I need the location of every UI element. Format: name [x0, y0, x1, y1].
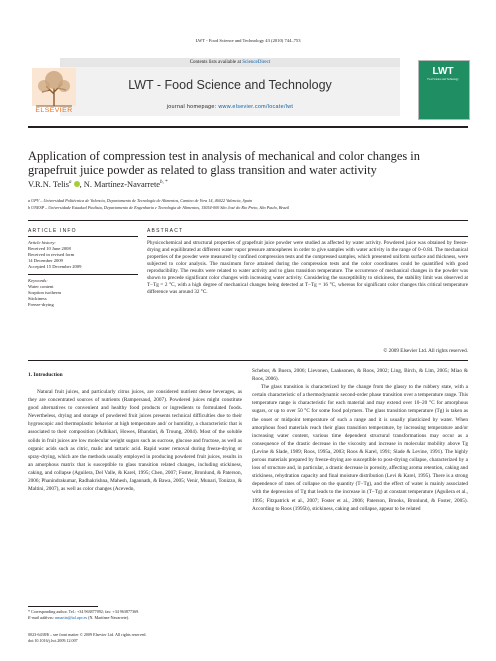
affil-rule [28, 220, 468, 221]
doi-line[interactable]: doi:10.1016/j.lwt.2009.12.007 [28, 638, 78, 643]
author-2-affil-mark: b, * [160, 180, 168, 186]
keyword-item[interactable]: Water content [28, 284, 54, 290]
publisher-name: ELSEVIER [35, 107, 73, 114]
author-list [28, 180, 168, 189]
accepted-date: Accepted 15 December 2009 [28, 264, 82, 270]
abstract-copyright: © 2009 Elsevier Ltd. All rights reserved. [383, 348, 468, 354]
contents-bar [60, 58, 400, 67]
cover-title: LWT [432, 66, 454, 77]
email-link[interactable]: nmartin@tal.upv.es [55, 614, 88, 620]
keyword-item[interactable]: Sorption isotherm [28, 290, 62, 296]
abstract-label: ABSTRACT [147, 228, 184, 234]
keyword-item[interactable]: Freeze-drying [28, 302, 54, 308]
journal-homepage [110, 104, 350, 110]
abstract-rule [147, 236, 468, 237]
affiliation-a: a UPV – Universidad Politécnica de Valencia, Departamento de Tecnología de Alimentos, Camino de Vera 14, 46022 Valencia, Spain [28, 198, 253, 203]
article-info-rule [28, 236, 138, 237]
abstract-end-rule [28, 360, 468, 361]
header-rule [28, 126, 468, 128]
author-1-affil-mark: a [68, 180, 72, 186]
article-title: Application of compression test in analysis of mechanical and color changes in grapefruit juice powder as related to glass transition and water activity [28, 149, 420, 177]
email-label: E-mail address: [28, 614, 56, 620]
footnote-corresponding [28, 609, 242, 621]
body-left-column [28, 388, 242, 493]
article-history [28, 240, 138, 270]
homepage-link[interactable]: www.elsevier.com/locate/lwt [218, 104, 294, 110]
footnote-rule [28, 606, 98, 607]
history-label: Article history: [28, 240, 56, 245]
keywords-rule [28, 274, 138, 275]
contents-prefix: Contents lists available at [189, 60, 243, 65]
revised-label: Received in revised form [28, 252, 75, 258]
keywords-label: Keywords: [28, 278, 48, 283]
revised-date: 14 December 2009 [28, 258, 63, 264]
author-2[interactable]: , N. Martínez-Navarrete [79, 180, 161, 189]
issn-line: 0023-6438/$ – see front matter © 2009 Elsevier Ltd. All rights reserved. [28, 632, 147, 637]
keyword-item[interactable]: Stickiness [28, 296, 47, 302]
journal-title: LWT - Food Science and Technology [128, 78, 332, 92]
intro-paragraph-1: Natural fruit juices, and particularly citrus juices, are considered nutrient dense beverages, as they are concentrated sources of nutrients (Rampersaud, 2007). Powdered juices might constitute good alternatives to convenient and healthy food products or ingredients to formulated foods. Nevertheless, drying and storage of powdered fruit juices presents technical difficulties due to their hygroscopic and thermoplastic behavior at high temperature and/ or humidity, a characteristic that is associated to their composition (Adhikari, Howes, Bhandari, & Troung, 2004). Most of the soluble solids in fruit juices are low molecular weight sugars such as sucrose, glucose and fructose, as well as organic acids such as citric, malic and tartaric acid. Rapid water removal during freeze-drying or spray-drying, which are the methods usually employed in producing powdered fruit juices, results in an amorphous matrix that is susceptible to glass transition related changes, including stickiness, caking, and collapse (Aguilera, Del Valle, & Karel, 1995; Chen, 2007; Foster, Bronlund, & Paterson, 2006; Phanindrakumar, Radhakrishna, Mahesh, Jagannath, & Bawa, 2005; Venir, Munari, Tonizzo, & Maltini, 2007), as well as color changes (Acevedo, [28, 389, 242, 493]
received-date: Received 10 June 2008 [28, 246, 71, 252]
corresponding-author-note: * Corresponding author. Tel.: +34 963877092; fax: +34 963877369. [28, 609, 140, 614]
right-paragraph-2: The glass transition is characterized by the change from the glassy to the rubbery state, with a certain characteristic of a thermodynamic second-order phase transition over a temperature range. This temperature range is characteristic for each material and may extend over 10–20 °C for amorphous sugars, or up to over 50 °C for some food polymers. The glass transition temperature (Tg) is taken as the onset or midpoint temperature of such a range and it is usually plasticized by water. When amorphous food materials reach their glass transition temperature, by increasing temperature and/or increasing water content, various time dependent structural transformations may occur as a consequence of the drastic decrease in the viscosity and increase in molecular mobility above Tg (Levine & Slade, 1989; Roos, 1995a, 2003; Roos & Karel, 1991; Slade & Levine, 1991). The highly porous materials prepared by freeze-drying are susceptible to post-drying collapse, characterized by a loss of structure and, in particular, a drastic decrease in porosity, affecting aroma retention, caking and stickiness, rehydration capacity and final moisture distribution (Levi & Karel, 1995). There is a strong dependence of rates of collapse on the quantity (T−Tg), and the effect of water is mainly associated with the depression of Tg that leads to the increase in (T−Tg) at constant temperature (Aguilera et al., 1995; Fitzpatrick et al., 2007; Foster et al., 2006; Paterson, Brooks, Bronlund, & Foster, 2005). According to Roos (1995b), stickiness, caking and collapse, appear to be related [252, 384, 468, 512]
body-right-column [252, 367, 468, 513]
cover-subtitle: Food Science and Technology [427, 78, 459, 81]
running-head: LWT - Food Science and Technology 43 (2010) 744–753 [195, 38, 301, 43]
abstract-text: Physicochemical and structural properties of grapefruit juice powder were studied as affected by water activity. Powdered juice was obtained by freeze-drying and equilibrated at different water vapor pressure atmospheres in order to give samples with water activity in the range of 0–0.84. The mechanical properties of the powder were measured by confined compression tests and the compressed samples, which presented uniform surface and thickness, were subjected to color analysis. The maximum force attained during the compression tests and the color coordinates could be quantified with good reproducibility. The results were related to water activity and to glass transition temperature. The occurrence of mechanical changes in the powder was shown to precede significant color changes with increasing water activity. Considering the susceptibility to stickiness, the stability limit was observed at T−Tg = 2 °C, with a high degree of mechanical changes being detected at T−Tg = 16 °C, whereas for significant color changes this critical temperature difference was around 32 °C. [147, 240, 468, 296]
sciencedirect-link[interactable]: ScienceDirect [242, 60, 271, 65]
author-1[interactable]: V.R.N. Telis [28, 180, 69, 189]
homepage-prefix: journal homepage: [166, 104, 219, 110]
keywords-block [28, 278, 138, 308]
article-info-label: ARTICLE INFO [28, 228, 77, 234]
affiliation-b: b UNESP – Universidade Estadual Paulista, Departamento de Engenharia e Tecnologia de Alimentos, 15054-000 São José do Rio Preto, São Paulo, Brazil [28, 205, 290, 210]
right-paragraph-continued: Schebor, & Buera, 2006; Lievonen, Laaksonen, & Roos, 2002; Ling, Birch, & Lim, 2005; Miao & Roos, 2006). [252, 368, 468, 383]
section-heading-introduction: 1. Introduction [28, 372, 63, 378]
email-suffix: (N. Martínez-Navarrete). [87, 614, 130, 620]
